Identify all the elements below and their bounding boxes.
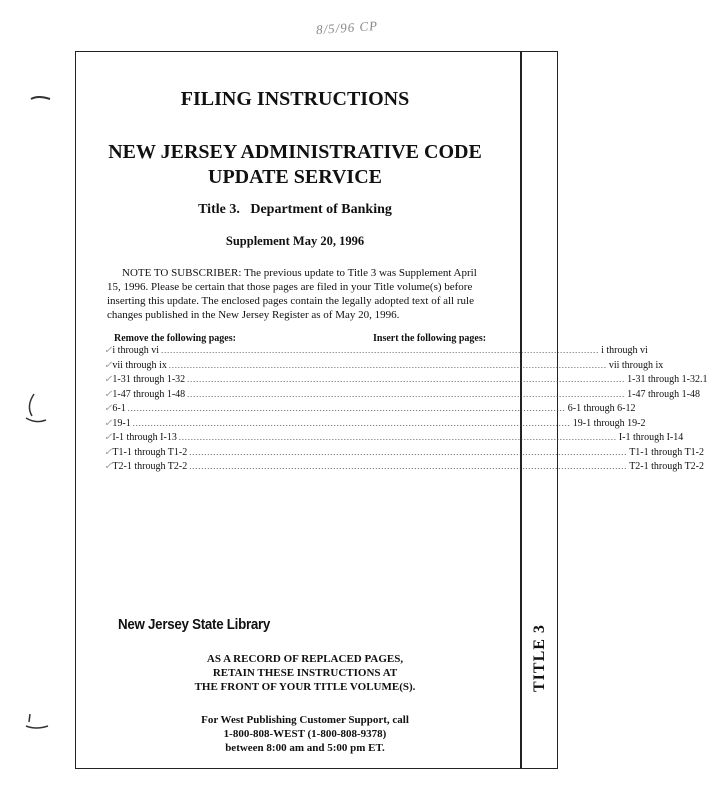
support-hours: between 8:00 am and 5:00 pm ET. [225, 742, 385, 754]
remove-pages: I-1 through I-13 [112, 432, 177, 443]
table-row [104, 460, 705, 475]
leader-dots: .................................................................................................................................................. [168, 360, 607, 370]
insert-pages: i through vi [601, 345, 648, 356]
remove-pages: T2-1 through T2-2 [112, 461, 188, 472]
table-row [104, 446, 705, 461]
remove-pages: 6-1 [112, 403, 126, 414]
remove-pages: vii through ix [112, 359, 167, 371]
title-number: Title 3. Department of Banking [198, 202, 392, 217]
insert-pages: vii through ix [608, 359, 664, 371]
note-line-4: changes published in the New Jersey Register as of May 20, 1996. [107, 309, 400, 321]
page-replacement-table [104, 344, 707, 475]
insert-heading: Insert the following pages: [373, 333, 487, 344]
check-mark-icon: ✓ [104, 417, 113, 429]
retain-instructions [160, 652, 450, 694]
library-stamp: New Jersey State Library [118, 617, 271, 633]
leader-dots: .................................................................................................................................................. [189, 462, 628, 471]
handwritten-note: 8/5/96 CP [315, 17, 379, 38]
table-row [104, 359, 664, 374]
insert-pages: 1-47 through 1-48 [627, 388, 700, 400]
leader-dots: .................................................................................................................................................. [178, 433, 617, 442]
insert-pages: T1-1 through T1-2 [629, 446, 705, 458]
check-mark-icon: ✓ [104, 446, 113, 458]
leader-dots: .................................................................................................................................................. [132, 418, 571, 428]
retain-line-1: AS A RECORD OF REPLACED PAGES, [206, 653, 404, 665]
retain-line-3: THE FRONT OF YOUR TITLE VOLUME(S). [194, 681, 416, 693]
note-line-1: NOTE TO SUBSCRIBER: The previous update to Title 3 was Supplement April [122, 267, 477, 279]
insert-pages: 1-31 through 1-32.1 [627, 374, 707, 385]
insert-pages: I-1 through I-14 [618, 432, 684, 443]
table-row [104, 402, 636, 417]
check-mark-icon: ✓ [104, 388, 113, 400]
check-mark-icon: ✓ [104, 403, 113, 414]
filing-instructions-title: FILING INSTRUCTIONS [180, 88, 410, 110]
insert-pages: T2-1 through T2-2 [629, 461, 705, 472]
binder-hole-mark-middle [22, 392, 48, 426]
check-mark-icon: ✓ [104, 359, 113, 371]
remove-heading: Remove the following pages: [114, 333, 236, 344]
table-row [104, 373, 707, 388]
insert-pages: 19-1 through 19-2 [572, 417, 646, 429]
note-line-3: inserting this update. The enclosed pages contain the legally adopted text of all rule [107, 295, 474, 307]
leader-dots: .................................................................................................................................................. [187, 375, 626, 384]
remove-pages: 19-1 [112, 417, 131, 429]
supplement-date: Supplement May 20, 1996 [225, 234, 365, 248]
check-mark-icon: ✓ [104, 432, 113, 443]
title-tab-label: TITLE 3 [531, 624, 548, 692]
table-row [104, 431, 684, 446]
binder-hole-mark-bottom [24, 712, 50, 732]
note-line-2: 15, 1996. Please be certain that those pages are filed in your Title volume(s) before [107, 281, 473, 293]
support-line-1: For West Publishing Customer Support, call [201, 714, 409, 726]
leader-dots: .................................................................................................................................................. [127, 404, 566, 413]
note-to-subscriber [107, 266, 487, 322]
insert-pages: 6-1 through 6-12 [567, 403, 636, 414]
retain-line-2: RETAIN THESE INSTRUCTIONS AT [212, 667, 398, 679]
customer-support [160, 713, 450, 755]
remove-pages: 1-47 through 1-48 [112, 388, 186, 400]
check-mark-icon: ✓ [104, 461, 113, 472]
leader-dots: .................................................................................................................................................. [189, 447, 628, 457]
code-title [80, 140, 510, 190]
binder-hole-mark-top [30, 93, 52, 103]
table-row [104, 344, 648, 359]
table-row [104, 388, 700, 403]
leader-dots: .................................................................................................................................................. [187, 389, 626, 399]
remove-pages: T1-1 through T1-2 [112, 446, 188, 458]
leader-dots: .................................................................................................................................................. [161, 346, 600, 355]
remove-pages: i through vi [112, 345, 160, 356]
remove-pages: 1-31 through 1-32 [112, 374, 186, 385]
table-row [104, 417, 646, 432]
support-phone: 1-800-808-WEST (1-800-808-9378) [223, 728, 387, 740]
check-mark-icon: ✓ [104, 374, 113, 385]
code-title-line-1: NEW JERSEY ADMINISTRATIVE CODE [108, 141, 482, 163]
code-title-line-2: UPDATE SERVICE [208, 166, 382, 188]
check-mark-icon: ✓ [104, 345, 113, 356]
